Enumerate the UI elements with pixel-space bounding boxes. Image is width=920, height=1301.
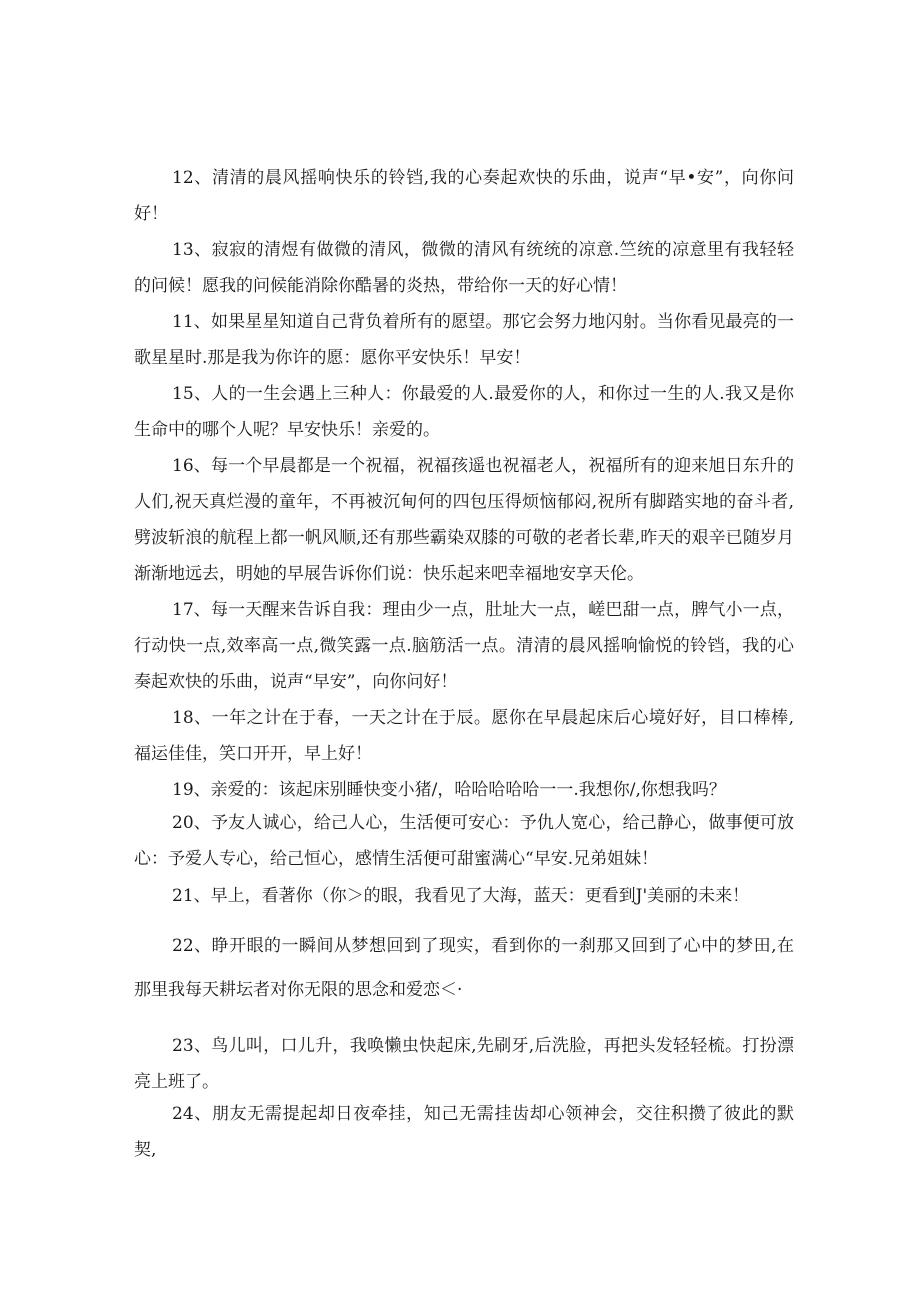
paragraph-11: 11、如果星星知道自己背负着所有的愿望。那它会努力地闪射。当你看见最亮的一歌星星时.那是我为你许的愿：愿你平安快乐！早安！ [134,312,794,368]
paragraph-24: 24、朋友无需提起却日夜牵挂，知己无需挂齿却心领神会，交往积攒了彼此的默契, [134,1104,794,1160]
paragraph-21: 21、早上，看著你（你＞的眼，我看见了大海，蓝天：更看到J'美丽的未来！ [172,886,750,906]
paragraph-22: 22、睁开眼的一瞬间从梦想回到了现实，看到你的一刹那又回到了心中的梦田,在那里我每天耕坛者对你无限的思念和爱恋＜· [134,936,794,1000]
paragraph-17: 17、每一天醒来告诉自我：理由少一点，肚址大一点，嵯巴甜一点，脾气小一点，行动快一点,效率高一点,微笑露一点.脑筋活一点。清清的晨风摇响愉悦的铃铛，我的心奏起欢快的乐曲，说声“早安”，向你问好！ [134,600,794,692]
paragraph-13: 13、寂寂的清煜有做微的清风，微微的清风有统统的凉意.竺统的凉意里有我轻轻的问候！愿我的问候能消除你酷暑的炎热，带给你一天的好心情！ [134,240,794,296]
paragraph-18: 18、一年之计在于春，一天之计在于辰。愿你在早晨起床后心境好好，目口棒棒,福运佳佳，笑口开开，早上好！ [134,708,794,764]
paragraph-20: 20、予友人诚心，给己人心，生活便可安心：予仇人宽心，给己静心，做事便可放心：予爱人专心，给己恒心，感情生活便可甜蜜满心“早安.兄弟姐妹！ [134,813,794,869]
paragraph-19: 19、亲爱的：该起床别睡快变小猪/，哈哈哈哈哈一一.我想你/,你想我吗？ [172,780,726,800]
paragraph-15: 15、人的一生会遇上三种人：你最爱的人.最爱你的人，和你过一生的人.我又是你生命中的哪个人呢？早安快乐！亲爱的。 [134,384,794,440]
paragraph-16: 16、每一个早晨都是一个祝福，祝福孩遥也祝福老人，祝福所有的迎来旭日东升的人们,祝天真烂漫的童年，不再被沉甸何的四包压得烦恼郁闷,祝所有脚踏实地的奋斗者,劈波斩浪的航程上都一帆风顺,还有那些霸染双膝的可敬的老者长辈,昨天的艰辛已随岁月渐渐地远去，明她的早展告诉你们说：快乐起来吧幸福地安享天伦。 [134,456,794,584]
paragraph-23: 23、鸟儿叫，口儿升，我唤懒虫快起床,先刷牙,后洗脸，再把头发轻轻梳。打扮漂亮上班了。 [134,1036,794,1092]
paragraph-12: 12、清清的晨风摇响快乐的铃铛,我的心奏起欢快的乐曲，说声“早•安”，向你问好！ [134,168,794,224]
